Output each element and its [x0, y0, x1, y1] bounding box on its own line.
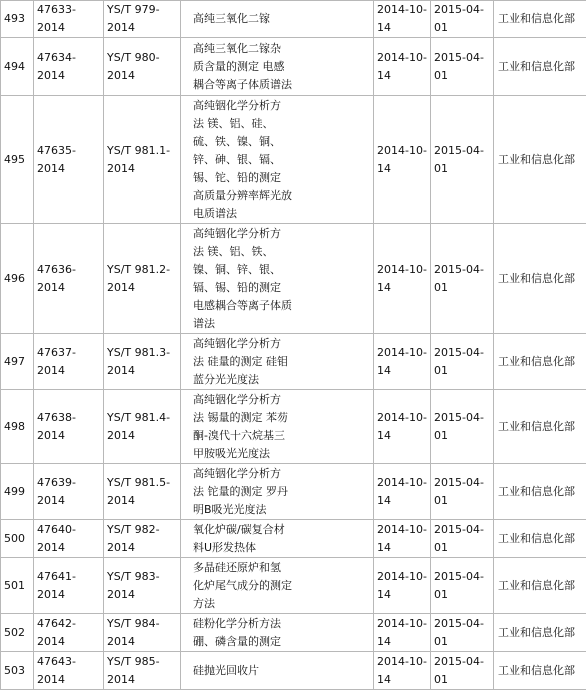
row-number: 495	[1, 96, 34, 224]
effective-date: 2015-04- 01	[431, 520, 494, 558]
standard-number: YS/T 983- 2014	[104, 558, 181, 614]
standard-number: YS/T 981.3- 2014	[104, 334, 181, 390]
effective-date: 2015-04- 01	[431, 38, 494, 96]
department: 工业和信息化部	[494, 558, 586, 614]
effective-date: 2015-04- 01	[431, 652, 494, 690]
table-row	[1, 96, 586, 224]
department: 工业和信息化部	[494, 38, 586, 96]
row-number: 501	[1, 558, 34, 614]
standard-name: 硅粉化学分析方法 硼、磷含量的测定	[181, 614, 374, 652]
effective-date: 2015-04- 01	[431, 334, 494, 390]
row-number: 498	[1, 390, 34, 464]
table-row	[1, 464, 586, 520]
effective-date: 2015-04- 01	[431, 96, 494, 224]
department: 工业和信息化部	[494, 96, 586, 224]
standard-name: 氧化炉碳/碳复合材 料U形发热体	[181, 520, 374, 558]
standard-number: YS/T 980- 2014	[104, 38, 181, 96]
standard-name: 高纯三氧化二镓	[181, 1, 374, 38]
standard-code: 47634- 2014	[34, 38, 104, 96]
table-row	[1, 1, 586, 38]
publish-date: 2014-10- 14	[374, 1, 431, 38]
standard-code: 47642- 2014	[34, 614, 104, 652]
publish-date: 2014-10- 14	[374, 520, 431, 558]
department: 工业和信息化部	[494, 390, 586, 464]
table-body	[1, 1, 586, 690]
department: 工业和信息化部	[494, 464, 586, 520]
effective-date: 2015-04- 01	[431, 1, 494, 38]
standard-code: 47638- 2014	[34, 390, 104, 464]
row-number: 493	[1, 1, 34, 38]
standard-code: 47641- 2014	[34, 558, 104, 614]
effective-date: 2015-04- 01	[431, 614, 494, 652]
row-number: 499	[1, 464, 34, 520]
row-number: 502	[1, 614, 34, 652]
standard-code: 47643- 2014	[34, 652, 104, 690]
publish-date: 2014-10- 14	[374, 334, 431, 390]
standard-code: 47640- 2014	[34, 520, 104, 558]
publish-date: 2014-10- 14	[374, 614, 431, 652]
standard-name: 高纯铟化学分析方 法 镁、铝、铁、 镍、铜、锌、银、 镉、锡、铅的测定 电感耦合等离子体质 谱法	[181, 224, 374, 334]
department: 工业和信息化部	[494, 652, 586, 690]
department: 工业和信息化部	[494, 334, 586, 390]
standard-code: 47633- 2014	[34, 1, 104, 38]
standard-code: 47639- 2014	[34, 464, 104, 520]
publish-date: 2014-10- 14	[374, 224, 431, 334]
table-row	[1, 652, 586, 690]
publish-date: 2014-10- 14	[374, 464, 431, 520]
effective-date: 2015-04- 01	[431, 390, 494, 464]
standard-number: YS/T 984- 2014	[104, 614, 181, 652]
standard-number: YS/T 981.5- 2014	[104, 464, 181, 520]
table-row	[1, 390, 586, 464]
department: 工业和信息化部	[494, 224, 586, 334]
row-number: 494	[1, 38, 34, 96]
table-row	[1, 38, 586, 96]
standard-name: 高纯铟化学分析方 法 镁、铝、硅、 硫、铁、镍、铜、 锌、砷、银、镉、 锡、铊、铅的测定 高质量分辨率辉光放 电质谱法	[181, 96, 374, 224]
standard-number: YS/T 979- 2014	[104, 1, 181, 38]
department: 工业和信息化部	[494, 1, 586, 38]
effective-date: 2015-04- 01	[431, 464, 494, 520]
standard-name: 高纯铟化学分析方 法 铊量的测定 罗丹 明B吸光光度法	[181, 464, 374, 520]
publish-date: 2014-10- 14	[374, 96, 431, 224]
publish-date: 2014-10- 14	[374, 558, 431, 614]
department: 工业和信息化部	[494, 614, 586, 652]
effective-date: 2015-04- 01	[431, 558, 494, 614]
standard-code: 47636- 2014	[34, 224, 104, 334]
standard-number: YS/T 981.1- 2014	[104, 96, 181, 224]
standard-name: 多晶硅还原炉和氢 化炉尾气成分的测定 方法	[181, 558, 374, 614]
row-number: 500	[1, 520, 34, 558]
standard-number: YS/T 985- 2014	[104, 652, 181, 690]
standard-name: 高纯铟化学分析方 法 锡量的测定 苯芴 酮-溴代十六烷基三 甲胺吸光光度法	[181, 390, 374, 464]
standard-number: YS/T 982- 2014	[104, 520, 181, 558]
standard-code: 47635- 2014	[34, 96, 104, 224]
table-row	[1, 334, 586, 390]
effective-date: 2015-04- 01	[431, 224, 494, 334]
standard-name: 高纯铟化学分析方 法 硅量的测定 硅钼 蓝分光光度法	[181, 334, 374, 390]
table-row	[1, 520, 586, 558]
table-row	[1, 614, 586, 652]
standard-number: YS/T 981.2- 2014	[104, 224, 181, 334]
department: 工业和信息化部	[494, 520, 586, 558]
standard-code: 47637- 2014	[34, 334, 104, 390]
row-number: 497	[1, 334, 34, 390]
publish-date: 2014-10- 14	[374, 652, 431, 690]
row-number: 503	[1, 652, 34, 690]
publish-date: 2014-10- 14	[374, 390, 431, 464]
publish-date: 2014-10- 14	[374, 38, 431, 96]
standard-name: 硅抛光回收片	[181, 652, 374, 690]
standard-name: 高纯三氧化二镓杂 质含量的测定 电感 耦合等离子体质谱法	[181, 38, 374, 96]
row-number: 496	[1, 224, 34, 334]
table-row	[1, 224, 586, 334]
standard-number: YS/T 981.4- 2014	[104, 390, 181, 464]
table-row	[1, 558, 586, 614]
